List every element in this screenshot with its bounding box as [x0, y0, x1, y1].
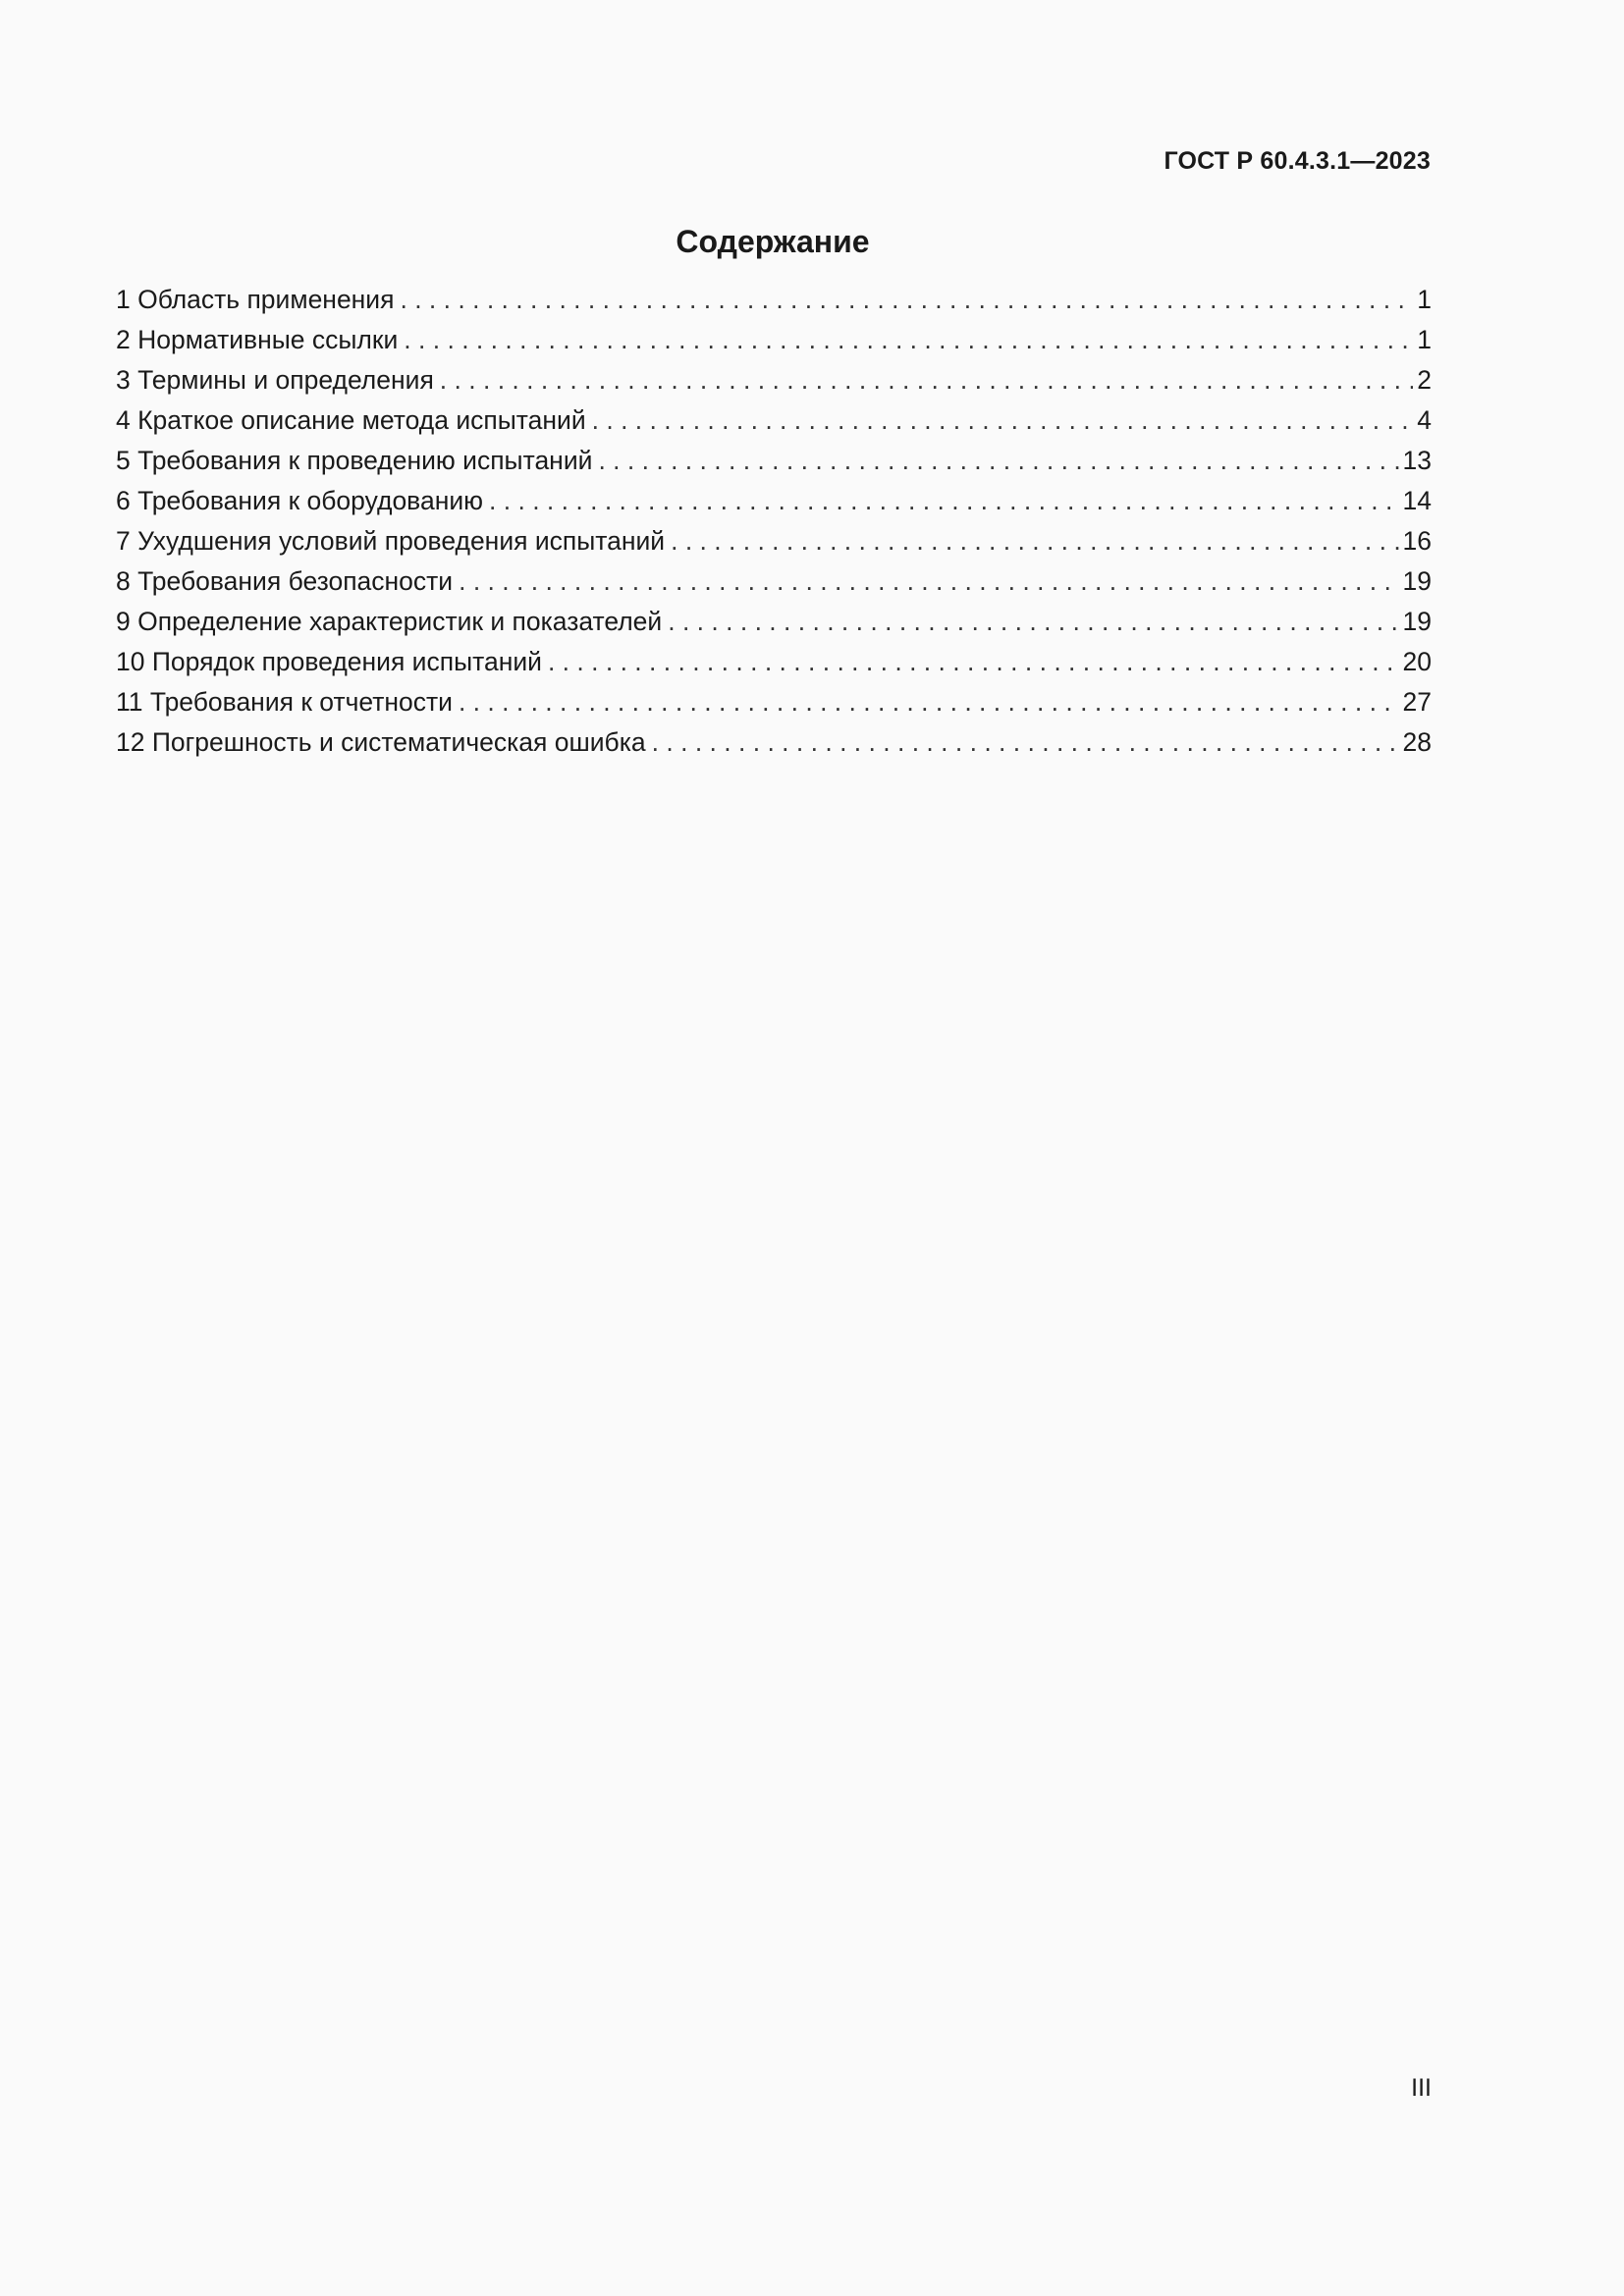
toc-entry[interactable] [116, 486, 1432, 526]
toc-entry[interactable] [116, 647, 1432, 687]
toc-entry[interactable] [116, 285, 1432, 325]
toc-entry[interactable] [116, 526, 1432, 566]
toc-entry-page: 19 [1402, 566, 1432, 596]
dot-leader [440, 365, 1413, 396]
dot-leader [459, 687, 1399, 718]
toc-entry-page: 4 [1417, 405, 1432, 435]
toc-entry[interactable] [116, 325, 1432, 365]
toc-entry-label: 10 Порядок проведения испытаний [116, 647, 542, 676]
dot-leader [489, 486, 1399, 516]
toc-entry-label: 9 Определение характеристик и показателей [116, 607, 663, 636]
page-number: III [1411, 2074, 1432, 2102]
toc-entry-label: 11 Требования к отчетности [116, 687, 453, 717]
toc-title: Содержание [676, 224, 870, 259]
toc-entry-page: 28 [1402, 727, 1432, 757]
toc-entry-label: 2 Нормативные ссылки [116, 325, 399, 354]
table-of-contents [116, 285, 1432, 768]
dot-leader [592, 405, 1414, 436]
toc-entry[interactable] [116, 446, 1432, 486]
toc-entry-page: 27 [1402, 687, 1432, 717]
toc-entry-page: 20 [1402, 647, 1432, 676]
dot-leader [668, 607, 1398, 637]
toc-entry-label: 12 Погрешность и систематическая ошибка [116, 727, 646, 757]
toc-entry[interactable] [116, 566, 1432, 607]
toc-entry-label: 3 Термины и определения [116, 365, 434, 395]
dot-leader [404, 325, 1413, 355]
toc-entry-page: 14 [1402, 486, 1432, 515]
dot-leader [652, 727, 1399, 758]
dot-leader [548, 647, 1399, 677]
toc-entry-label: 5 Требования к проведению испытаний [116, 446, 593, 475]
toc-entry-page: 16 [1402, 526, 1432, 556]
toc-entry[interactable] [116, 727, 1432, 768]
toc-entry-label: 7 Ухудшения условий проведения испытаний [116, 526, 666, 556]
toc-entry-page: 1 [1417, 285, 1432, 314]
toc-entry-page: 2 [1417, 365, 1432, 395]
dot-leader [598, 446, 1398, 476]
toc-entry[interactable] [116, 365, 1432, 405]
toc-entry-page: 13 [1402, 446, 1432, 475]
toc-entry-label: 1 Область применения [116, 285, 395, 314]
dot-leader [671, 526, 1398, 557]
toc-entry[interactable] [116, 405, 1432, 446]
toc-entry-page: 19 [1402, 607, 1432, 636]
toc-entry-page: 1 [1417, 325, 1432, 354]
toc-entry[interactable] [116, 687, 1432, 727]
toc-entry[interactable] [116, 607, 1432, 647]
toc-entry-label: 4 Краткое описание метода испытаний [116, 405, 586, 435]
toc-entry-label: 6 Требования к оборудованию [116, 486, 484, 515]
dot-leader [400, 285, 1413, 315]
dot-leader [459, 566, 1398, 597]
toc-entry-label: 8 Требования безопасности [116, 566, 454, 596]
document-designation: ГОСТ Р 60.4.3.1—2023 [1164, 147, 1431, 175]
